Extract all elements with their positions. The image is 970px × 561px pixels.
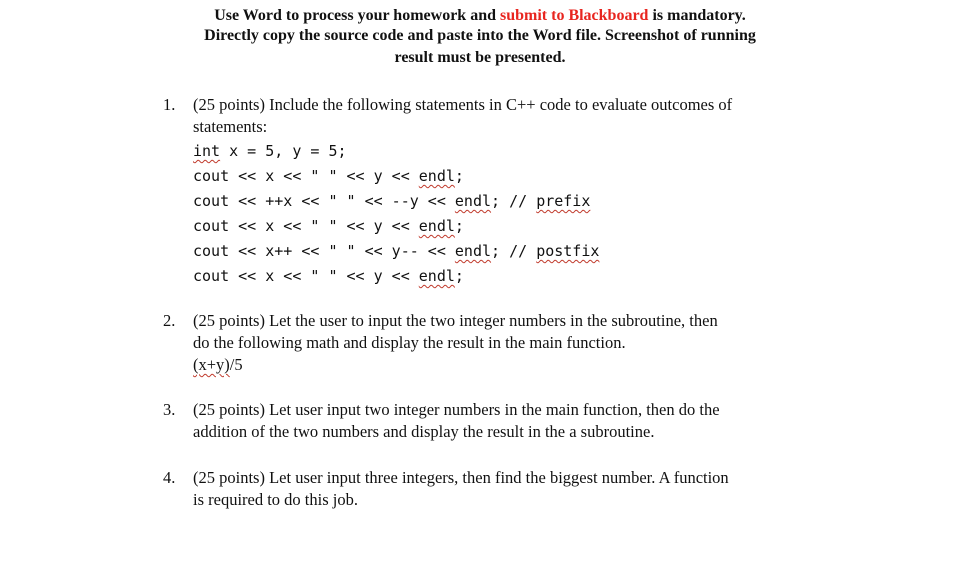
- formula-part: (x+y): [193, 355, 230, 374]
- header-text: is mandatory.: [652, 7, 746, 24]
- question-line: (25 points) Let the user to input the two integer numbers in the subroutine, then: [193, 311, 718, 330]
- code-text: ; //: [491, 242, 537, 260]
- question-line: addition of the two numbers and display the result in the a subroutine.: [193, 422, 655, 441]
- question-line: (25 points) Include the following statements in C++ code to evaluate outcomes of: [193, 95, 733, 114]
- code-text: x = 5, y = 5;: [220, 142, 347, 160]
- code-comment: prefix: [536, 192, 591, 210]
- question-formula: [193, 354, 843, 376]
- code-text: ; //: [491, 192, 537, 210]
- header-text: Use Word to process your homework and: [214, 7, 496, 24]
- code-text: cout << x << " " << y <<: [193, 167, 419, 185]
- question-number: 2.: [163, 311, 176, 330]
- code-line: [193, 164, 599, 189]
- code-endl: endl: [418, 217, 455, 235]
- question-line: statements:: [193, 117, 268, 136]
- code-text: ;: [454, 217, 464, 235]
- code-comment: postfix: [536, 242, 600, 260]
- code-text: cout << ++x << " " << --y <<: [193, 192, 455, 210]
- code-line: [193, 264, 599, 289]
- code-text: cout << x << " " << y <<: [193, 267, 419, 285]
- code-endl: endl: [454, 242, 492, 260]
- question-text: [193, 399, 843, 443]
- question-text: [193, 467, 843, 511]
- code-line: [193, 239, 599, 264]
- code-endl: endl: [418, 267, 455, 285]
- formula-part: /5: [229, 355, 243, 374]
- code-endl: endl: [418, 167, 455, 185]
- question-line: (25 points) Let user input two integer numbers in the main function, then do the: [193, 400, 720, 419]
- header-line-1: [0, 6, 960, 26]
- header-line-3: result must be presented.: [394, 49, 566, 66]
- question-text: [193, 310, 843, 376]
- code-text: cout << x++ << " " << y-- <<: [193, 242, 455, 260]
- code-block: [193, 139, 599, 289]
- code-keyword: int: [193, 142, 221, 160]
- code-endl: endl: [454, 192, 492, 210]
- code-text: cout << x << " " << y <<: [193, 217, 419, 235]
- code-text: ;: [454, 167, 464, 185]
- question-text: [193, 94, 843, 138]
- question-number: 4.: [163, 468, 176, 487]
- question-line: do the following math and display the result in the main function.: [193, 333, 626, 352]
- question-line: (25 points) Let user input three integers, then find the biggest number. A function: [193, 468, 729, 487]
- question-number: 1.: [163, 95, 176, 114]
- code-text: ;: [454, 267, 464, 285]
- code-line: [193, 139, 599, 164]
- header-line-2: Directly copy the source code and paste into the Word file. Screenshot of running: [204, 27, 756, 44]
- code-line: [193, 214, 599, 239]
- header-highlight: submit to Blackboard: [499, 7, 649, 24]
- code-line: [193, 189, 599, 214]
- question-number: 3.: [163, 400, 176, 419]
- question-line: is required to do this job.: [193, 490, 358, 509]
